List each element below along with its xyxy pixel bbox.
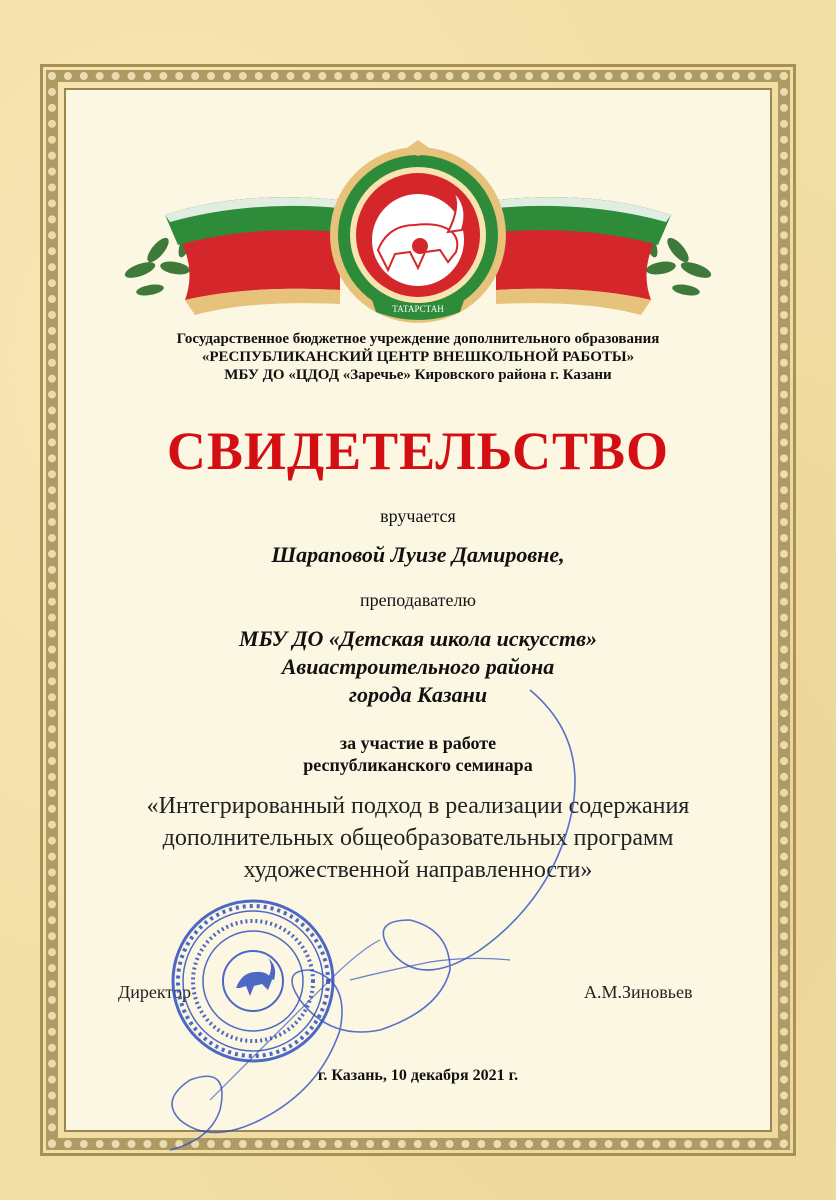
- seminar-topic-line-2: дополнительных общеобразовательных программ: [162, 825, 674, 851]
- presented-to-label: вручается: [380, 506, 456, 526]
- signer-name: А.М.Зиновьев: [584, 982, 693, 1002]
- participation-line-1: за участие в работе: [339, 733, 497, 753]
- tatarstan-emblem: [0, 0, 836, 330]
- certificate-title: СВИДЕТЕЛЬСТВО: [166, 421, 670, 481]
- emblem-ribbon-text: ТАТАРСТАН: [392, 304, 444, 314]
- school-line-3: города Казани: [348, 682, 488, 707]
- director-label: Директор: [118, 982, 192, 1002]
- recipient-role: преподавателю: [360, 590, 476, 610]
- handwritten-signature: [150, 680, 610, 1160]
- seminar-topic-line-1: «Интегрированный подход в реализации содержания: [146, 793, 690, 819]
- seminar-topic-line-3: художественной направленности»: [243, 857, 593, 883]
- org-line-3: МБУ ДО «ЦДОД «Заречье» Кировского района г. Казани: [224, 367, 612, 383]
- org-line-2: «РЕСПУБЛИКАНСКИЙ ЦЕНТР ВНЕШКОЛЬНОЙ РАБОТЫ»: [201, 349, 635, 365]
- org-line-1: Государственное бюджетное учреждение дополнительного образования: [176, 331, 660, 347]
- recipient-name: Шараповой Луизе Дамировне,: [271, 542, 565, 567]
- school-line-1: МБУ ДО «Детская школа искусств»: [239, 626, 597, 651]
- school-line-2: Авиастроительного района: [281, 654, 555, 679]
- participation-line-2: республиканского семинара: [303, 755, 533, 775]
- place-and-date: г. Казань, 10 декабря 2021 г.: [317, 1067, 519, 1084]
